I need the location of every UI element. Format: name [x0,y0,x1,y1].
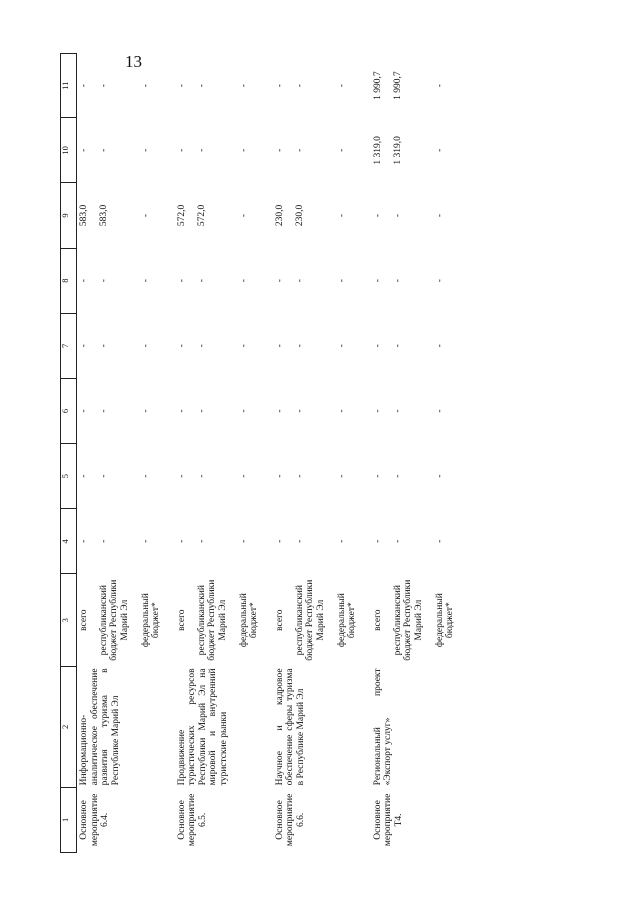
value-cell-col-6: - [392,408,403,413]
value-cell-col-10: 1 319,0 [392,135,403,165]
value-cell-col-7: - [238,343,249,347]
column-number-8: 8 [61,248,77,313]
column-number-10: 10 [61,117,77,182]
funding-source: федеральный бюджет* [140,592,162,647]
value-cell-col-5: - [196,474,207,478]
value-cell-col-5: - [79,474,89,478]
value-cell-col-6: - [274,408,285,413]
measure-code: Основное мероприятие 6.4. [79,793,111,846]
value-cell-col-7: - [336,343,347,347]
value-cell-col-7: - [79,343,89,347]
column-number-6: 6 [61,378,77,443]
column-number-3: 3 [61,573,77,666]
value-cell-col-8: - [294,278,305,282]
value-cell-col-4: - [238,539,249,543]
table-row [371,53,393,852]
value-cell-col-6: - [294,408,305,413]
funding-source: республиканский бюджет Республики Марий Эл [196,579,228,661]
value-cell-col-4: - [372,539,383,543]
funding-source: республиканский бюджет Республики Марий Эл [392,579,424,661]
value-cell-col-11: - [79,83,89,87]
table-row [175,53,197,852]
value-cell-col-5: - [98,474,109,478]
column-number-4: 4 [61,508,77,573]
value-cell-col-10: - [98,148,109,152]
value-cell-col-10: - [196,148,207,152]
value-cell-col-11: 1 990,7 [392,70,403,100]
column-number-7: 7 [61,313,77,378]
value-cell-col-7: - [372,343,383,347]
value-cell-col-10: - [238,148,249,152]
value-cell-col-9: 572,0 [196,204,207,226]
value-cell-col-9: 230,0 [294,204,305,226]
value-cell-col-11: - [196,83,207,87]
measure-name: Продвижение туристических ресурсов Республики Марий Эл на мировой и внутренний туристские рынки [176,667,229,785]
value-cell-col-11: 1 990,7 [372,70,383,100]
value-cell-col-9: - [392,213,403,217]
measure-code: Основное мероприятие 6.5. [176,793,208,846]
funding-source: всего [372,608,383,631]
table-header [61,53,77,852]
value-cell-col-8: - [140,278,151,282]
value-cell-col-8: - [176,278,187,282]
value-cell-col-9: 230,0 [274,204,285,226]
column-number-9: 9 [61,182,77,247]
value-cell-col-10: - [294,148,305,152]
value-cell-col-5: - [434,474,445,478]
value-cell-col-4: - [274,539,285,543]
value-cell-col-5: - [372,474,383,478]
funding-source: федеральный бюджет* [434,592,456,647]
table-row [273,53,295,852]
value-cell-col-8: - [336,278,347,282]
value-cell-col-6: - [79,408,89,413]
funding-source: республиканский бюджет Республики Марий Эл [294,579,326,661]
value-cell-col-11: - [140,83,151,87]
value-cell-col-7: - [392,343,403,347]
value-cell-col-9: - [140,213,151,217]
value-cell-col-4: - [294,539,305,543]
funding-source: федеральный бюджет* [336,592,358,647]
value-cell-col-10: - [434,148,445,152]
value-cell-col-9: 583,0 [98,204,109,226]
value-cell-col-9: 583,0 [79,204,89,226]
table-row [77,53,99,852]
value-cell-col-6: - [238,408,249,413]
value-cell-col-6: - [140,408,151,413]
value-cell-col-7: - [98,343,109,347]
value-cell-col-7: - [140,343,151,347]
value-cell-col-5: - [392,474,403,478]
value-cell-col-9: - [336,213,347,217]
value-cell-col-9: - [372,213,383,217]
value-cell-col-9: - [434,213,445,217]
value-cell-col-9: - [238,213,249,217]
measure-name: Информационно-аналитическое обеспечение развития туризма в Республике Марий Эл [79,667,121,785]
value-cell-col-4: - [336,539,347,543]
value-cell-col-7: - [196,343,207,347]
value-cell-col-10: 1 319,0 [372,135,383,165]
value-cell-col-4: - [98,539,109,543]
value-cell-col-11: - [434,83,445,87]
value-cell-col-7: - [294,343,305,347]
funding-source: республиканский бюджет Республики Марий Эл [98,579,130,661]
funding-source: федеральный бюджет* [238,592,260,647]
value-cell-col-8: - [434,278,445,282]
value-cell-col-4: - [434,539,445,543]
value-cell-col-10: - [336,148,347,152]
column-number-11: 11 [61,53,77,117]
value-cell-col-5: - [176,474,187,478]
value-cell-col-8: - [238,278,249,282]
value-cell-col-11: - [274,83,285,87]
column-number-2: 2 [61,666,77,787]
measure-code: Основное мероприятие 6.6. [274,793,306,846]
value-cell-col-8: - [392,278,403,282]
value-cell-col-11: - [336,83,347,87]
value-cell-col-5: - [238,474,249,478]
value-cell-col-4: - [196,539,207,543]
measure-name: Региональный проект «Экспорт услуг» [372,667,394,785]
funding-source: всего [176,608,187,631]
column-number-5: 5 [61,443,77,508]
funding-source: всего [79,608,89,631]
value-cell-col-9: 572,0 [176,204,187,226]
column-number-1: 1 [61,787,77,852]
value-cell-col-10: - [274,148,285,152]
value-cell-col-4: - [392,539,403,543]
value-cell-col-6: - [336,408,347,413]
value-cell-col-6: - [196,408,207,413]
measure-name: Научное и кадровое обеспечение сферы туризма в Республике Марий Эл [274,667,306,785]
value-cell-col-5: - [140,474,151,478]
value-cell-col-5: - [294,474,305,478]
value-cell-col-10: - [79,148,89,152]
value-cell-col-10: - [140,148,151,152]
value-cell-col-7: - [274,343,285,347]
rotated-table-container [60,53,580,853]
value-cell-col-4: - [176,539,187,543]
funding-source: всего [274,608,285,631]
value-cell-col-6: - [98,408,109,413]
value-cell-col-10: - [176,148,187,152]
value-cell-col-11: - [238,83,249,87]
page-number: 13 [125,52,142,71]
value-cell-col-6: - [176,408,187,413]
value-cell-col-8: - [196,278,207,282]
value-cell-col-7: - [434,343,445,347]
value-cell-col-11: - [176,83,187,87]
value-cell-col-4: - [140,539,151,543]
table-body [77,53,469,852]
value-cell-col-5: - [336,474,347,478]
value-cell-col-11: - [98,83,109,87]
value-cell-col-4: - [79,539,89,543]
value-cell-col-8: - [372,278,383,282]
value-cell-col-11: - [294,83,305,87]
value-cell-col-8: - [98,278,109,282]
measure-code: Основное мероприятие Т4. [372,793,404,846]
value-cell-col-6: - [434,408,445,413]
value-cell-col-7: - [176,343,187,347]
value-cell-col-5: - [274,474,285,478]
value-cell-col-8: - [274,278,285,282]
value-cell-col-8: - [79,278,89,282]
value-cell-col-6: - [372,408,383,413]
funding-table [60,53,469,853]
